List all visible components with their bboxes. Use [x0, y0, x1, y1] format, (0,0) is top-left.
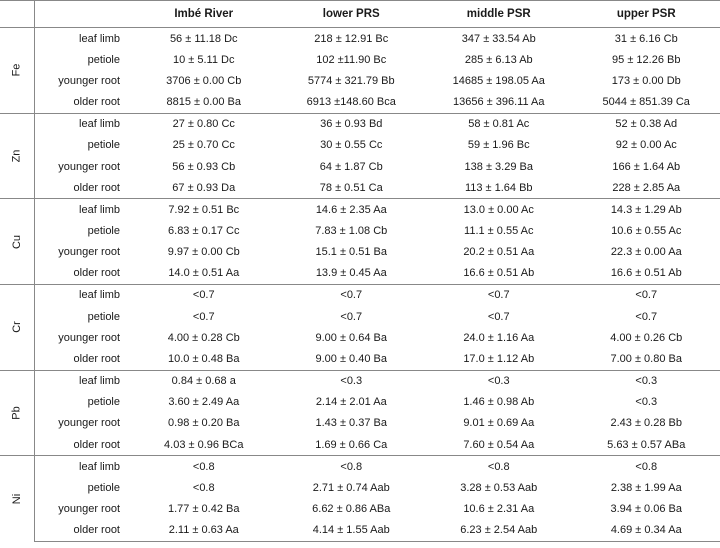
table-row [0, 242, 720, 263]
value-cell-lower-prs: 78 ± 0.51 Ca [319, 181, 383, 194]
header-blank-organ [34, 1, 130, 28]
metal-group-pb [0, 370, 720, 456]
value-cell-lower-prs: 5774 ± 321.79 Bb [307, 74, 395, 87]
value-cell-upper-psr: 92 ± 0.00 Ac [615, 139, 677, 152]
value-cell-lower-prs: 9.00 ± 0.64 Ba [315, 331, 387, 344]
value-cell-middle-psr: 1.46 ± 0.98 Ab [463, 396, 535, 409]
table-row [0, 348, 720, 370]
value-cell-imbe-river: <0.7 [130, 284, 278, 306]
organ-label: younger root [58, 160, 120, 173]
table-row [0, 306, 720, 327]
value-cell-middle-psr: 11.1 ± 0.55 Ac [464, 224, 534, 237]
metal-label: Pb [10, 406, 23, 420]
value-cell-middle-psr: 17.0 ± 1.12 Ab [463, 352, 535, 365]
organ-label: older root [34, 520, 130, 542]
value-cell-middle-psr: 285 ± 6.13 Ab [464, 53, 533, 66]
value-cell-imbe-river: <0.8 [130, 456, 278, 478]
value-cell-lower-prs: 36 ± 0.93 Bd [278, 113, 426, 135]
organ-label: petiole [87, 310, 120, 323]
organ-label: leaf limb [34, 28, 130, 50]
table-row [0, 520, 720, 542]
value-cell-lower-prs: 64 ± 1.87 Cb [319, 160, 383, 173]
organ-label: younger root [58, 417, 120, 430]
value-cell-middle-psr: 10.6 ± 2.31 Aa [463, 503, 535, 516]
value-cell-middle-psr: 3.28 ± 0.53 Aab [460, 481, 538, 494]
value-cell-upper-psr: 4.69 ± 0.34 Aa [573, 520, 720, 542]
value-cell-middle-psr: <0.7 [425, 284, 573, 306]
value-cell-upper-psr: 10.6 ± 0.55 Ac [611, 224, 682, 237]
table-row [0, 49, 720, 70]
value-cell-imbe-river: 3.60 ± 2.49 Aa [168, 396, 240, 409]
table-row [0, 135, 720, 156]
organ-label: petiole [87, 53, 120, 66]
value-cell-middle-psr: 24.0 ± 1.16 Aa [463, 331, 535, 344]
table-row [0, 199, 720, 221]
table-row [0, 156, 720, 177]
organ-label: younger root [58, 503, 120, 516]
metal-group-zn [0, 113, 720, 199]
value-cell-upper-psr: 228 ± 2.85 Aa [612, 181, 681, 194]
value-cell-imbe-river: 4.00 ± 0.28 Cb [167, 331, 240, 344]
value-cell-upper-psr: <0.7 [573, 284, 720, 306]
value-cell-middle-psr: 138 ± 3.29 Ba [464, 160, 533, 173]
value-cell-upper-psr: 16.6 ± 0.51 Ab [610, 267, 682, 280]
value-cell-middle-psr: 16.6 ± 0.51 Ab [463, 267, 535, 280]
table-row [0, 413, 720, 434]
value-cell-middle-psr: 59 ± 1.96 Bc [467, 139, 530, 152]
value-cell-middle-psr: 20.2 ± 0.51 Aa [463, 246, 535, 259]
organ-label: younger root [58, 74, 120, 87]
value-cell-lower-prs: 15.1 ± 0.51 Ba [315, 246, 387, 259]
value-cell-middle-psr: <0.3 [425, 370, 573, 392]
value-cell-lower-prs: 1.69 ± 0.66 Ca [315, 438, 388, 451]
value-cell-middle-psr: 347 ± 33.54 Ab [425, 28, 573, 50]
value-cell-imbe-river: <0.7 [192, 310, 215, 323]
value-cell-upper-psr: <0.3 [635, 396, 658, 409]
value-cell-lower-prs: 1.43 ± 0.37 Ba [315, 417, 387, 430]
organ-label: leaf limb [34, 284, 130, 306]
value-cell-upper-psr: <0.8 [573, 456, 720, 478]
organ-label: younger root [58, 331, 120, 344]
header-blank-group [0, 1, 34, 28]
value-cell-imbe-river: 4.03 ± 0.96 BCa [164, 438, 244, 451]
value-cell-lower-prs: 102 ±11.90 Bc [316, 53, 387, 66]
value-cell-upper-psr: <0.3 [573, 370, 720, 392]
table-row [0, 434, 720, 456]
value-cell-middle-psr: 14685 ± 198.05 Aa [452, 74, 545, 87]
value-cell-imbe-river: 56 ± 0.93 Cb [172, 160, 236, 173]
organ-label: older root [73, 181, 120, 194]
value-cell-upper-psr: 5.63 ± 0.57 ABa [607, 438, 686, 451]
value-cell-upper-psr: 14.3 ± 1.29 Ab [573, 199, 720, 221]
value-cell-lower-prs: 7.83 ± 1.08 Cb [315, 224, 388, 237]
metal-label: Ni [10, 493, 23, 504]
value-cell-lower-prs: 4.14 ± 1.55 Aab [278, 520, 426, 542]
table-row [0, 327, 720, 348]
organ-label: leaf limb [34, 370, 130, 392]
value-cell-imbe-river: 0.98 ± 0.20 Ba [168, 417, 240, 430]
value-cell-lower-prs: 2.14 ± 2.01 Aa [315, 396, 387, 409]
table-row [0, 177, 720, 199]
value-cell-middle-psr: <0.8 [425, 456, 573, 478]
table-row [0, 498, 720, 519]
value-cell-lower-prs: 30 ± 0.55 Cc [320, 139, 383, 152]
value-cell-lower-prs: 2.71 ± 0.74 Aab [312, 481, 390, 494]
value-cell-imbe-river: 7.92 ± 0.51 Bc [130, 199, 278, 221]
value-cell-lower-prs: 6.62 ± 0.86 ABa [312, 503, 391, 516]
value-cell-imbe-river: 9.97 ± 0.00 Cb [167, 246, 240, 259]
value-cell-middle-psr: 7.60 ± 0.54 Aa [463, 438, 535, 451]
value-cell-upper-psr: 173 ± 0.00 Db [611, 74, 681, 87]
metal-group-fe [0, 28, 720, 114]
organ-label: petiole [87, 224, 120, 237]
value-cell-upper-psr: 95 ± 12.26 Bb [612, 53, 681, 66]
header-middle-psr: middle PSR [425, 1, 573, 28]
organ-label: older root [73, 438, 120, 451]
value-cell-imbe-river: 27 ± 0.80 Cc [130, 113, 278, 135]
header-imbe-river: Imbé River [130, 1, 278, 28]
value-cell-lower-prs: 6913 ±148.60 Bca [306, 96, 396, 109]
value-cell-middle-psr: 58 ± 0.81 Ac [425, 113, 573, 135]
organ-label: leaf limb [34, 113, 130, 135]
value-cell-middle-psr: 6.23 ± 2.54 Aab [425, 520, 573, 542]
organ-label: older root [73, 352, 120, 365]
value-cell-imbe-river: 0.84 ± 0.68 a [130, 370, 278, 392]
value-cell-upper-psr: 22.3 ± 0.00 Aa [610, 246, 682, 259]
metal-label-cell [0, 370, 34, 456]
value-cell-upper-psr: 4.00 ± 0.26 Cb [610, 331, 683, 344]
value-cell-lower-prs: <0.8 [278, 456, 426, 478]
metal-label-cell [0, 199, 34, 285]
value-cell-upper-psr: 52 ± 0.38 Ad [573, 113, 720, 135]
organ-label: petiole [87, 139, 120, 152]
organ-label: petiole [87, 396, 120, 409]
table-row [0, 392, 720, 413]
value-cell-middle-psr: <0.7 [487, 310, 510, 323]
value-cell-imbe-river: 8815 ± 0.00 Ba [166, 96, 242, 109]
value-cell-lower-prs: <0.7 [278, 284, 426, 306]
header-upper-psr: upper PSR [573, 1, 720, 28]
value-cell-lower-prs: 218 ± 12.91 Bc [278, 28, 426, 50]
value-cell-lower-prs: 9.00 ± 0.40 Ba [315, 352, 387, 365]
table-row [0, 284, 720, 306]
value-cell-imbe-river: 6.83 ± 0.17 Cc [168, 224, 240, 237]
table-row [0, 91, 720, 113]
value-cell-middle-psr: 9.01 ± 0.69 Aa [463, 417, 535, 430]
table-row [0, 263, 720, 285]
table-row [0, 28, 720, 50]
table-row [0, 456, 720, 478]
value-cell-lower-prs: <0.7 [340, 310, 363, 323]
value-cell-middle-psr: 13656 ± 396.11 Aa [453, 96, 545, 109]
value-cell-imbe-river: 2.11 ± 0.63 Aa [130, 520, 278, 542]
metal-group-cr [0, 284, 720, 370]
value-cell-lower-prs: 14.6 ± 2.35 Aa [278, 199, 426, 221]
value-cell-upper-psr: 5044 ± 851.39 Ca [602, 96, 690, 109]
value-cell-lower-prs: <0.3 [278, 370, 426, 392]
header-row [0, 1, 720, 28]
metal-label-cell [0, 28, 34, 114]
value-cell-upper-psr: 2.38 ± 1.99 Aa [610, 481, 682, 494]
organ-label: younger root [58, 246, 120, 259]
metal-label: Cr [10, 321, 23, 333]
value-cell-imbe-river: 1.77 ± 0.42 Ba [168, 503, 240, 516]
value-cell-imbe-river: 10.0 ± 0.48 Ba [168, 352, 240, 365]
metal-group-cu [0, 199, 720, 285]
organ-label: leaf limb [34, 199, 130, 221]
value-cell-middle-psr: 113 ± 1.64 Bb [464, 181, 533, 194]
value-cell-imbe-river: 10 ± 5.11 Dc [173, 53, 235, 66]
value-cell-upper-psr: 2.43 ± 0.28 Bb [610, 417, 682, 430]
value-cell-upper-psr: 3.94 ± 0.06 Ba [610, 503, 682, 516]
metal-group-ni [0, 456, 720, 542]
table-row [0, 220, 720, 241]
value-cell-upper-psr: <0.7 [635, 310, 658, 323]
value-cell-imbe-river: 67 ± 0.93 Da [172, 181, 236, 194]
value-cell-upper-psr: 166 ± 1.64 Ab [612, 160, 681, 173]
table-header [0, 1, 720, 28]
value-cell-middle-psr: 13.0 ± 0.00 Ac [425, 199, 573, 221]
organ-label: petiole [87, 481, 120, 494]
metal-label-cell [0, 456, 34, 542]
header-lower-prs: lower PRS [278, 1, 426, 28]
value-cell-imbe-river: <0.8 [192, 481, 215, 494]
value-cell-lower-prs: 13.9 ± 0.45 Aa [315, 267, 387, 280]
organ-label: older root [73, 267, 120, 280]
table-row [0, 113, 720, 135]
organ-label: leaf limb [34, 456, 130, 478]
organ-label: older root [73, 96, 120, 109]
value-cell-upper-psr: 31 ± 6.16 Cb [573, 28, 720, 50]
table-row [0, 70, 720, 91]
value-cell-imbe-river: 14.0 ± 0.51 Aa [168, 267, 240, 280]
value-cell-imbe-river: 3706 ± 0.00 Cb [166, 74, 242, 87]
metal-label: Zn [10, 149, 23, 163]
metal-label: Fe [10, 63, 23, 77]
table-row [0, 477, 720, 498]
metal-label-cell [0, 284, 34, 370]
metal-label-cell [0, 113, 34, 199]
table-row [0, 370, 720, 392]
metal-label: Cu [10, 234, 23, 249]
value-cell-imbe-river: 25 ± 0.70 Cc [172, 139, 235, 152]
value-cell-imbe-river: 56 ± 11.18 Dc [130, 28, 278, 50]
value-cell-upper-psr: 7.00 ± 0.80 Ba [610, 352, 682, 365]
